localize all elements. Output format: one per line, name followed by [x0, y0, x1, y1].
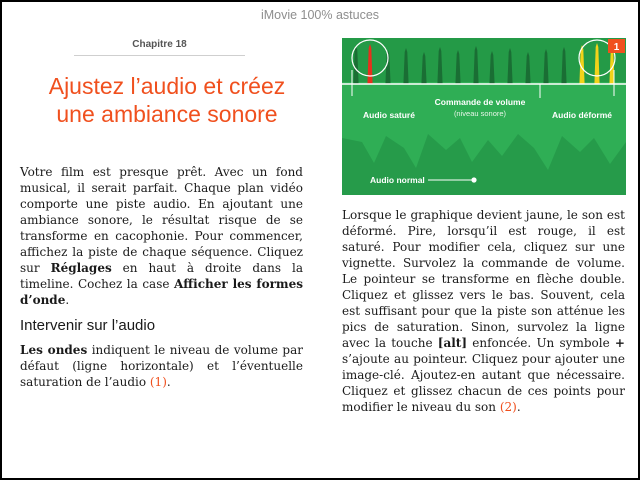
- figure-badge-number: 1: [613, 42, 620, 53]
- waves-text: indiquent le niveau de volume par défaut (ligne horizontale) et l’éventuelle saturation de l’audio: [20, 343, 303, 389]
- figure-ref-1: (1): [149, 375, 167, 389]
- audio-waveform-figure: [342, 38, 626, 195]
- intro-text-mid: en haut à droite dans la timeline. Cochez la case: [20, 261, 303, 291]
- title-line-1: Ajustez l’audio et créez: [48, 73, 286, 99]
- volume-text-2: enfoncée. Un symbole: [467, 336, 615, 350]
- waves-text-end: .: [166, 375, 171, 389]
- figure-ref-2: (2): [499, 400, 517, 414]
- waveform-option-term: Afficher les formes d’onde: [20, 277, 303, 307]
- chapter-divider: [74, 55, 245, 56]
- intro-text-end: .: [65, 293, 70, 307]
- plus-symbol: +: [614, 336, 625, 350]
- chapter-label: Chapitre 18: [132, 39, 187, 50]
- alt-key: [alt]: [437, 336, 468, 350]
- label-audio-deforme: Audio déformé: [552, 110, 612, 120]
- label-audio-normal: Audio normal: [370, 175, 425, 185]
- section-heading: Intervenir sur l’audio: [20, 317, 156, 334]
- label-audio-sature: Audio saturé: [363, 110, 415, 120]
- label-niveau-sonore: (niveau sonore): [453, 109, 507, 118]
- normal-leader-dot: [471, 177, 476, 182]
- label-commande-volume: Commande de volume: [434, 97, 526, 107]
- intro-text: Votre film est presque prêt. Avec un fond musical, il serait parfait. Chaque plan vidéo comporte une piste audio. En ajoutant une ambiance sonore, le résultat risque de se transforme en cacophonie. Pour commencer, affichez la piste de chaque séquence. Cliquez sur: [20, 165, 303, 275]
- volume-text-3: s’ajoute au pointeur. Cliquez pour ajouter une image-clé. Ajoutez-en autant que nécessaire. Cliquez et glissez chacun de ces points pour modifier le niveau du son: [342, 352, 625, 414]
- reglages-term: Réglages: [50, 261, 112, 275]
- intro-paragraph: [20, 164, 303, 308]
- app-title: iMovie 100% astuces: [260, 8, 380, 22]
- volume-paragraph: [342, 207, 625, 415]
- volume-text-1: Lorsque le graphique devient jaune, le son est déformé. Pire, lorsqu’il est rouge, il est saturé. Pour modifier cela, cliquez sur une vignette. Survolez la commande de volume. Le pointeur se transforme en flèche double. Cliquez et glissez vers le bas. Souvent, cela est suffisant pour que la piste son atténue les pics de saturation. Sinon, survolez la ligne avec la touche: [342, 208, 625, 350]
- page-title: [22, 72, 312, 128]
- volume-text-end: .: [516, 400, 521, 414]
- waves-paragraph: [20, 342, 303, 390]
- title-line-2: une ambiance sonore: [56, 101, 278, 127]
- waves-term: Les ondes: [20, 343, 88, 357]
